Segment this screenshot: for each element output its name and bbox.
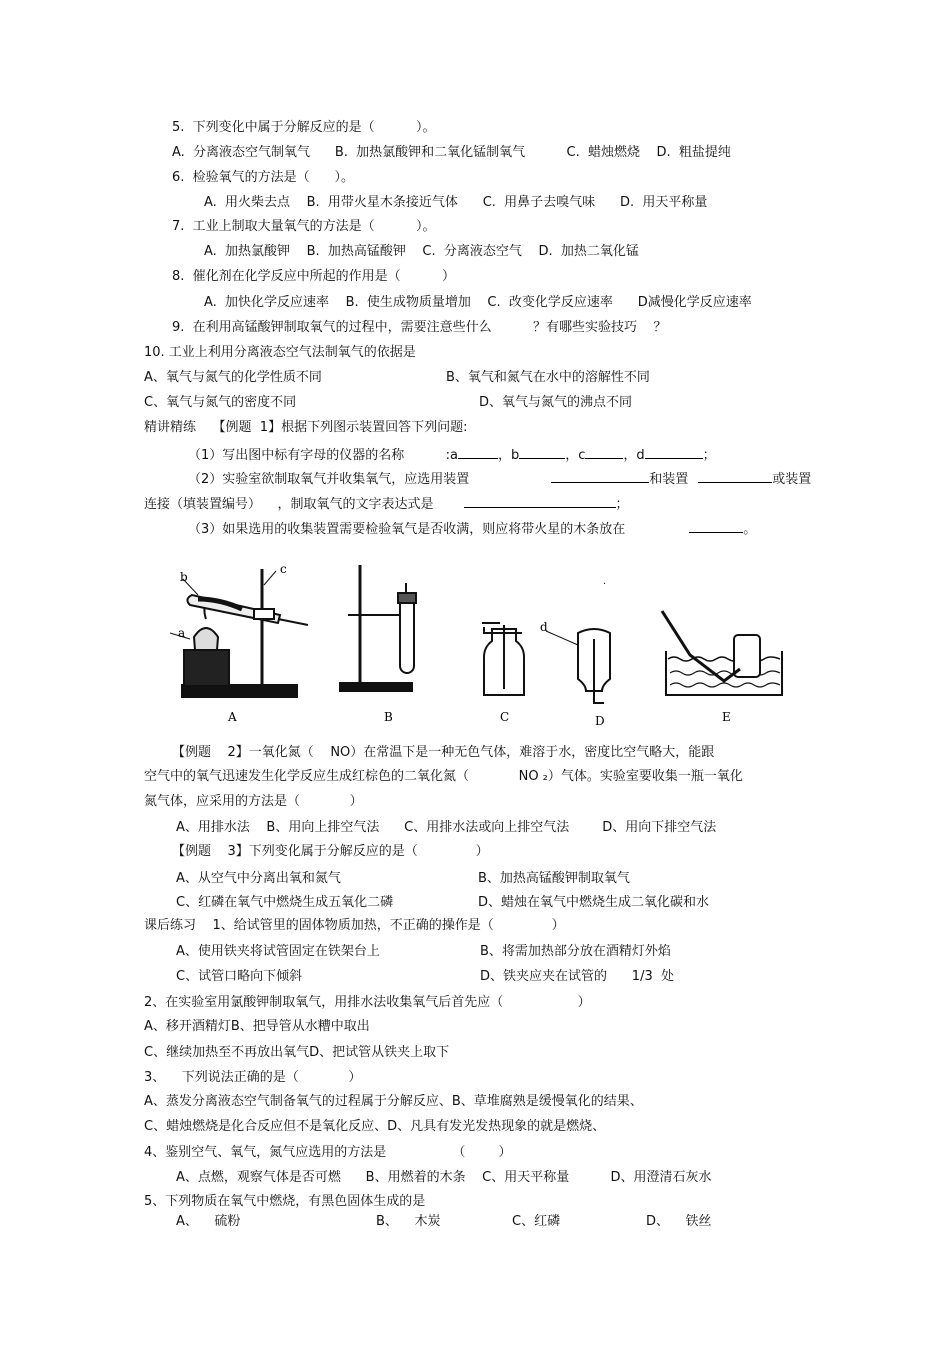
water-wave-1 (670, 671, 780, 675)
homework5-option-c: C、红磷 (512, 1214, 561, 1229)
alcohol-lamp (194, 628, 218, 650)
example2-options: A、用排水法 B、用向上排空气法 C、用排水法或向上排空气法 D、用向下排空气法 (176, 820, 717, 835)
example3-stem: 【例题 3】下列变化属于分解反应的是（ ） (172, 844, 489, 859)
homework2-options-cd: C、继续加热至不再放出氧气D、把试管从铁夹上取下 (144, 1045, 450, 1060)
homework1-stem: 课后练习 1、给试管里的固体物质加热，不正确的操作是（ ） (144, 918, 565, 933)
example1-part2 (188, 469, 811, 489)
part1-c: ，c (565, 448, 586, 463)
blank-position[interactable] (689, 519, 743, 533)
example3-option-c: C、红磷在氧气中燃烧生成五氧化二磷 (176, 895, 394, 910)
part2-mid: 和装置 (649, 472, 689, 487)
test-tube-b (400, 597, 414, 673)
apparatus-e (662, 611, 782, 695)
caption-e: E (722, 710, 731, 724)
example1-part3 (188, 519, 756, 539)
q10-option-d: D、氧气与氮气的沸点不同 (479, 395, 633, 410)
q6-stem: 6. 检验氧气的方法是（ ）。 (172, 170, 354, 185)
q8-options: A. 加快化学反应速率 B. 使生成物质量增加 C. 改变化学反应速率 D减慢化学反应速率 (204, 295, 752, 310)
q7-options: A. 加热氯酸钾 B. 加热高锰酸钾 C. 分离液态空气 D. 加热二氧化锰 (204, 244, 639, 259)
caption-b: B (384, 710, 393, 724)
homework1-option-b: B、将需加热部分放在酒精灯外焰 (480, 944, 671, 959)
apparatus-d (546, 629, 610, 703)
homework3-options-cd: C、蜡烛燃烧是化合反应但不是氧化反应、D、凡具有发光发热现象的就是燃烧、 (144, 1119, 606, 1134)
caption-c: C (500, 710, 510, 724)
homework2-options-ab: A、移开酒精灯B、把导管从水糟中取出 (144, 1019, 370, 1034)
homework3-options-ab: A、蒸发分离液态空气制备氧气的过程属于分解反应、B、草堆腐熟是缓慢氧化的结果、 (144, 1094, 643, 1109)
homework5-option-d: D、 铁丝 (646, 1214, 712, 1229)
homework1-option-d: D、铁夹应夹在试管的 1/3 处 (480, 969, 674, 984)
q6-options: A. 用火柴去点 B. 用带火星木条接近气体 C. 用鼻子去嗅气味 D. 用天平称量 (204, 195, 708, 210)
homework3-stem: 3、 下列说法正确的是（ ） (144, 1070, 362, 1085)
blank-c[interactable] (585, 445, 623, 459)
blank-d[interactable] (645, 445, 703, 459)
apparatus-a (170, 569, 308, 697)
water-wave-2 (670, 683, 780, 687)
tube-out-d (594, 695, 604, 703)
caption-a: A (228, 710, 237, 724)
q5-stem: 5. 下列变化中属于分解反应的是（ ）。 (172, 120, 436, 135)
part1-end: ； (702, 448, 716, 463)
homework4-options: A、点燃，观察气体是否可燃 B、用燃着的木条 C、用天平称量 D、用澄清石灰水 (176, 1170, 712, 1185)
example2-line3: 氮气体，应采用的方法是（ ） (144, 794, 363, 809)
part3-text: （3）如果选用的收集装置需要检验氧气是否收满，则应将带火星的木条放在 (188, 522, 626, 537)
caption-d: D (595, 714, 605, 728)
leader-c (264, 571, 276, 585)
apparatus-figure (150, 555, 800, 730)
label-d: d (540, 620, 548, 634)
q10-stem: 10. 工业上利用分离液态空气法制氧气的依据是 (144, 345, 416, 360)
blank-a[interactable] (458, 445, 498, 459)
clamp-a (254, 609, 274, 619)
blank-b[interactable] (519, 445, 565, 459)
example3-option-b: B、加热高锰酸钾制取氧气 (478, 871, 630, 886)
part1-text: （1）写出图中标有字母的仪器的名称 :a (188, 448, 458, 463)
homework5-option-a: A、 硫粉 (176, 1214, 241, 1229)
q10-option-c: C、氧气与氮气的密度不同 (144, 395, 297, 410)
example2-line2: 空气中的氧气迅速发生化学反应生成红棕色的二氧化氮（ NO ₂）气体。实验室要收集一瓶一氧化 (144, 769, 743, 784)
example3-option-a: A、从空气中分离出氧和氮气 (176, 871, 341, 886)
water-surface (668, 657, 780, 661)
label-c: c (280, 562, 287, 576)
q8-stem: 8. 催化剂在化学反应中所起的作用是（ ） (172, 269, 455, 284)
label-a: a (178, 626, 186, 640)
homework1-option-c: C、试管口略向下倾斜 (176, 969, 303, 984)
apparatus-b (340, 565, 416, 691)
part2-end: 或装置 (772, 472, 812, 487)
q7-stem: 7. 工业上制取大量氧气的方法是（ ）。 (172, 219, 436, 234)
part2b-text: 连接（填装置编号） ，制取氧气的文字表达式是 (144, 497, 434, 512)
block-support (184, 650, 229, 686)
q10-option-b: B、氧气和氮气在水中的溶解性不同 (446, 370, 650, 385)
homework1-option-a: A、使用铁夹将试管固定在铁架台上 (176, 944, 380, 959)
homework2-stem: 2、在实验室用氯酸钾制取氧气，用排水法收集氧气后首先应（ ） (144, 995, 591, 1010)
homework5-stem: 5、下列物质在氧气中燃烧，有黑色固体生成的是 (144, 1194, 426, 1209)
part2b-end: ； (615, 497, 629, 512)
stray-dot: . (603, 576, 607, 587)
label-b: b (180, 570, 188, 584)
q10-option-a: A、氧气与氮气的化学性质不同 (144, 370, 322, 385)
blank-apparatus-2[interactable] (698, 469, 772, 483)
example1-part2-cont (144, 494, 629, 514)
part1-b: ，b (497, 448, 520, 463)
q5-options: A. 分离液态空气制氧气 B. 加热氯酸钾和二氧化锰制氧气 C. 蜡烛燃烧 D. 粗盐提纯 (172, 145, 731, 160)
example2-line1: 【例题 2】一氧化氮（ NO）在常温下是一种无色气体，难溶于水，密度比空气略大，能跟 (172, 745, 715, 760)
leader-d (546, 631, 578, 645)
stand-base-b (340, 683, 412, 691)
apparatus-c (482, 623, 524, 695)
example3-option-d: D、蜡烛在氧气中燃烧生成二氧化碳和水 (478, 895, 710, 910)
homework4-stem: 4、鉴别空气、氧气，氮气应选用的方法是 （ ） (144, 1145, 512, 1160)
q9-stem: 9. 在利用高锰酸钾制取氧气的过程中，需要注意些什么 ？有哪些实验技巧 ？ (172, 320, 667, 335)
homework5-option-b: B、 木炭 (376, 1214, 441, 1229)
stopper-b (398, 593, 416, 603)
part1-d: ，d (623, 448, 645, 463)
blank-apparatus-1[interactable] (551, 469, 649, 483)
delivery-tube-a (278, 619, 308, 625)
blank-equation[interactable] (464, 494, 616, 508)
example1-intro: 精讲精练 【例题 1】根据下列图示装置回答下列问题: (144, 420, 468, 435)
part2-text: （2）实验室欲制取氧气并收集氧气，应选用装置 (188, 472, 470, 487)
part3-end: 。 (743, 522, 757, 537)
example1-part1 (188, 445, 716, 465)
